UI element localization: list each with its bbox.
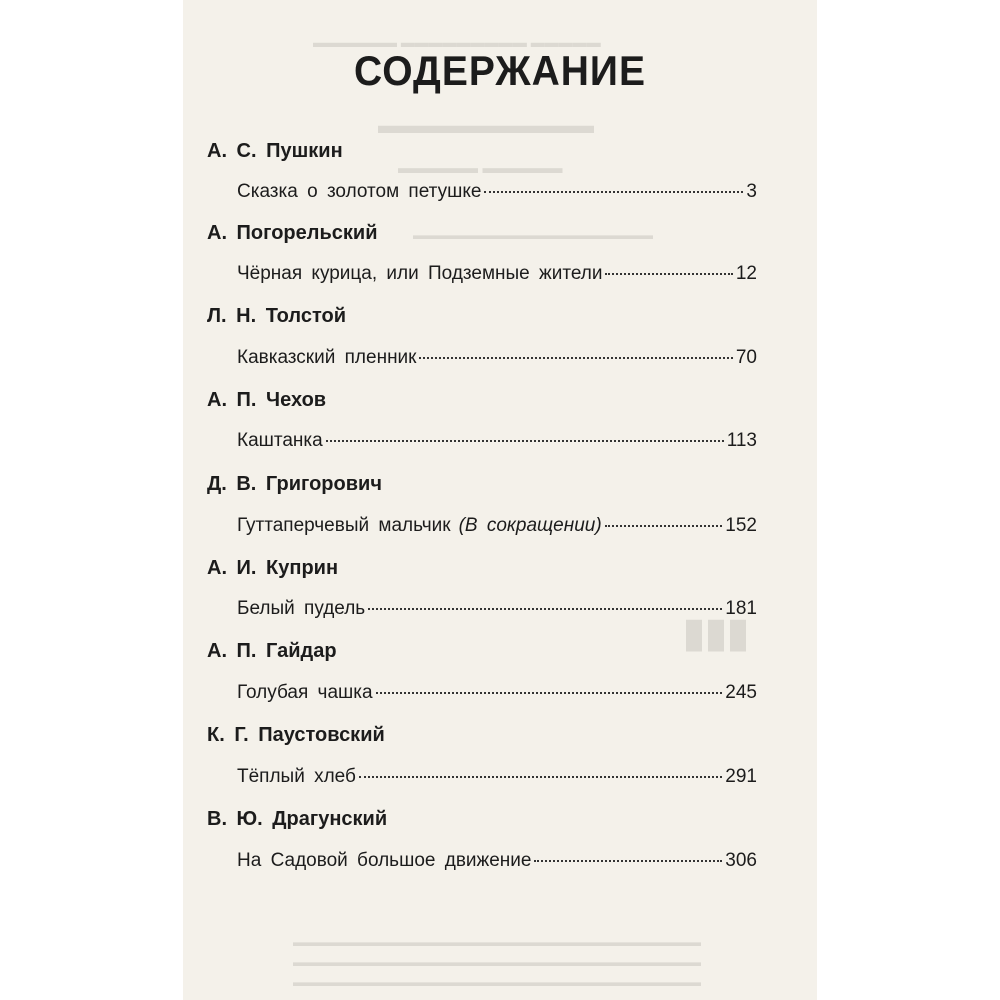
work-title: Сказка о золотом петушке <box>237 181 482 202</box>
show-through-decoration: ▬▬▬▬▬▬▬▬▬▬▬▬▬▬▬▬▬▬▬▬ <box>413 228 653 242</box>
table-of-contents <box>183 0 817 1000</box>
dot-leader <box>484 191 743 193</box>
dot-leader <box>534 860 722 862</box>
dot-leader <box>605 273 732 275</box>
author-name: В. Ю. Драгунский <box>207 808 388 830</box>
toc-entry <box>237 515 757 537</box>
page-number: 152 <box>725 515 757 536</box>
show-through-decoration: ▬▬▬▬▬▬▬▬▬▬▬▬▬▬▬▬▬▬▬▬▬▬▬▬▬▬▬▬▬▬▬▬▬▬ <box>293 955 701 969</box>
dot-leader <box>376 692 723 694</box>
author-name: А. С. Пушкин <box>207 140 343 162</box>
dot-leader <box>326 440 724 442</box>
page-number: 12 <box>735 263 757 284</box>
author-name: К. Г. Паустовский <box>207 724 385 746</box>
toc-entry <box>237 682 757 704</box>
work-title: На Садовой большое движение <box>237 850 532 871</box>
toc-entry <box>237 430 757 452</box>
dot-leader <box>605 525 723 527</box>
work-title: Кавказский пленник <box>237 347 417 368</box>
toc-entry <box>237 347 757 369</box>
toc-entry <box>237 766 757 788</box>
toc-entry <box>237 181 757 203</box>
show-through-decoration: ▬▬▬▬▬ ▬▬▬▬▬ <box>398 160 563 177</box>
page-number: 181 <box>725 598 757 619</box>
page-number: 70 <box>735 347 757 368</box>
author-name: Д. В. Григорович <box>207 473 382 495</box>
page-number: 113 <box>726 430 757 451</box>
show-through-decoration: ▬▬▬▬▬▬▬▬▬ <box>378 112 594 139</box>
page-number: 3 <box>746 181 757 202</box>
show-through-decoration: ▮▮▮ <box>683 611 750 655</box>
work-title: Тёплый хлеб <box>237 766 356 787</box>
show-through-decoration: ▬▬▬▬▬▬▬▬▬▬▬▬▬▬▬▬▬▬▬▬▬▬▬▬▬▬▬▬▬▬▬▬▬▬ <box>293 935 701 949</box>
toc-entry <box>237 850 757 872</box>
dot-leader <box>368 608 722 610</box>
work-title: Гуттаперчевый мальчик <box>237 515 451 536</box>
show-through-decoration: ▬▬▬▬▬ ▬▬▬▬▬▬▬▬▬ ▬▬▬▬▬▬ <box>313 34 601 50</box>
dot-leader <box>359 776 722 778</box>
author-name: А. Погорельский <box>207 222 378 244</box>
author-name: А. П. Гайдар <box>207 640 337 662</box>
show-through-decoration: ▬▬▬▬▬▬▬▬▬▬▬▬▬▬▬▬▬▬▬▬▬▬▬▬▬▬▬▬▬▬▬▬▬▬ <box>293 975 701 989</box>
author-name: А. И. Куприн <box>207 557 339 579</box>
page-number: 291 <box>725 766 757 787</box>
toc-entry <box>237 598 757 620</box>
page-number: 245 <box>725 682 757 703</box>
work-title: Белый пудель <box>237 598 366 619</box>
author-name: Л. Н. Толстой <box>207 305 346 327</box>
page-title: СОДЕРЖАНИЕ <box>354 48 646 95</box>
page-number: 306 <box>725 850 757 871</box>
work-note: (В сокращении) <box>458 515 602 536</box>
dot-leader <box>419 357 732 359</box>
work-title: Каштанка <box>237 430 323 451</box>
work-title: Голубая чашка <box>237 682 373 703</box>
work-title: Чёрная курица, или Подземные жители <box>237 263 603 284</box>
author-name: А. П. Чехов <box>207 389 327 411</box>
book-page <box>183 0 817 1000</box>
toc-entry <box>237 263 757 285</box>
